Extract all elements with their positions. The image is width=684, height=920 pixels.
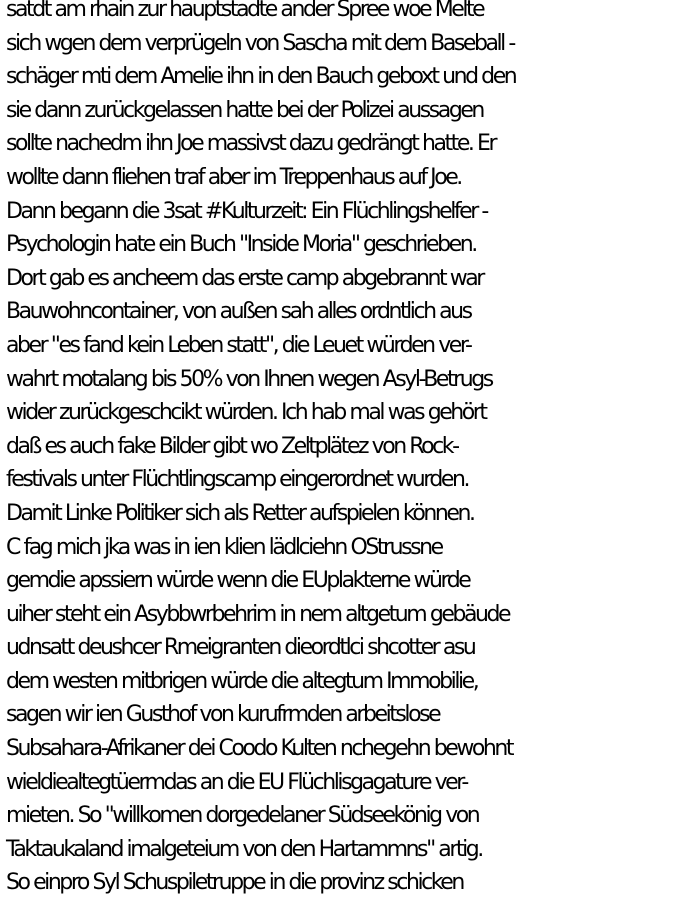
text-line: festivals unter Flüchtlingscamp eingerordnet wurden. (6, 467, 469, 493)
text-line: Dort gab es ancheem das erste camp abgebrannt war (6, 265, 483, 291)
text-line: sollte nachedm ihn Joe massivst dazu gedrängt hatte. Er (6, 131, 496, 157)
text-line: wieldiealtegtüermdas an die EU Flüchlisgagature ver- (6, 769, 467, 795)
text-block (6, 0, 684, 900)
text-line: udnsatt deushcer Rmeigranten dieordtlci shcotter asu (6, 635, 475, 661)
text-line: dem westen mitbrigen würde die altegtum Immobilie, (6, 668, 478, 694)
text-line: schäger mti dem Amelie ihn in den Bauch geboxt und den (6, 64, 516, 90)
text-line: gemdie apssiern würde wenn die EUplakterne würde (6, 568, 470, 594)
text-line: wahrt motalang bis 50% von Ihnen wegen Asyl-Betrugs (6, 366, 492, 392)
text-line: sie dann zurückgelassen hatte bei der Polizei aussagen (6, 97, 483, 123)
text-line: sich wgen dem verprügeln von Sascha mit dem Baseball - (6, 30, 514, 56)
text-line: Psychologin hate ein Buch "Inside Moria" geschrieben. (6, 232, 476, 258)
text-line: satdt am rhain zur hauptstadte ander Spree woe Melte (6, 0, 484, 22)
text-line: Taktaukaland imalgeteium von den Hartammns" artig. (6, 836, 482, 862)
text-line: Dann begann die 3sat #Kulturzeit: Ein Flüchlingshelfer - (6, 198, 487, 224)
text-line: wider zurückgeschcikt würden. Ich hab mal was gehört (6, 400, 486, 426)
text-line: wollte dann fliehen traf aber im Treppenhaus auf Joe. (6, 164, 461, 190)
text-line: Subsahara-Afrikaner dei Coodo Kulten nchegehn bewohnt (6, 736, 513, 762)
text-line: aber "es fand kein Leben statt", die Leuet würden ver- (6, 332, 471, 358)
text-line: Bauwohncontainer, von außen sah alles ordntlich aus (6, 299, 471, 325)
text-line: uiher steht ein Asybbwrbehrim in nem altgetum gebäude (6, 601, 510, 627)
text-line: Damit Linke Politiker sich als Retter aufspielen können. (6, 500, 474, 526)
text-line: So einpro Syl Schuspiletruppe in die provinz schicken (6, 870, 463, 896)
text-line: sagen wir ien Gusthof von kurufrmden arbeitslose (6, 702, 440, 728)
text-line: daß es auch fake Bilder gibt wo Zeltplätez von Rock- (6, 433, 458, 459)
text-line: mieten. So "willkomen dorgedelaner Südseekönig von (6, 803, 479, 829)
text-line: C fag mich jka was in ien klien lädlciehn OStrussne (6, 534, 442, 560)
